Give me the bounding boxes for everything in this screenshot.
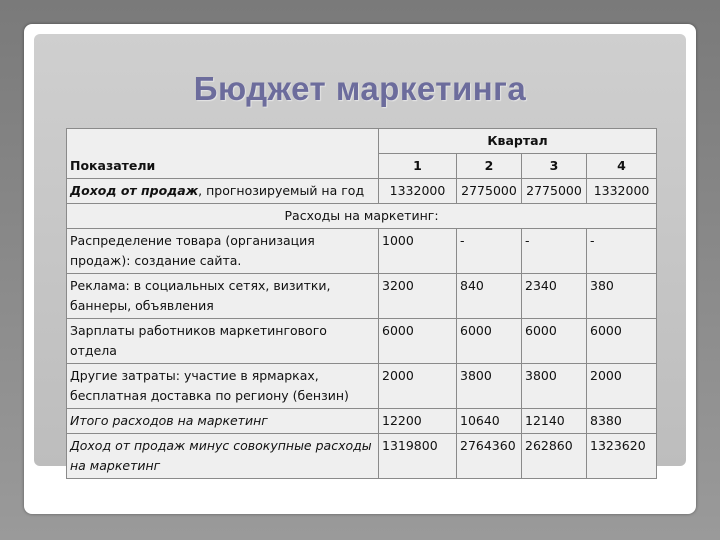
- row-value-q2: 6000: [457, 319, 522, 364]
- header-indicators: Показатели: [67, 129, 379, 179]
- header-quarter: Квартал: [379, 129, 657, 154]
- row-value-q2: -: [457, 229, 522, 274]
- net-q2: 2764360: [457, 434, 522, 479]
- net-q1: 1319800: [379, 434, 457, 479]
- income-q2: 2775000: [457, 179, 522, 204]
- row-label: Реклама: в социальных сетях, визитки, баннеры, объявления: [67, 274, 379, 319]
- total-q4: 8380: [587, 409, 657, 434]
- table-row: [67, 319, 657, 364]
- total-q3: 12140: [522, 409, 587, 434]
- row-value-q1: 2000: [379, 364, 457, 409]
- section-label: Расходы на маркетинг:: [67, 204, 657, 229]
- row-value-q3: 3800: [522, 364, 587, 409]
- row-value-q1: 1000: [379, 229, 457, 274]
- header-quarter-4: 4: [587, 154, 657, 179]
- income-q3: 2775000: [522, 179, 587, 204]
- income-label-bold: Доход от продаж: [70, 183, 199, 198]
- row-value-q3: 6000: [522, 319, 587, 364]
- row-value-q4: 380: [587, 274, 657, 319]
- row-value-q1: 6000: [379, 319, 457, 364]
- table-row: [67, 364, 657, 409]
- net-q4: 1323620: [587, 434, 657, 479]
- income-q4: 1332000: [587, 179, 657, 204]
- header-quarter-3: 3: [522, 154, 587, 179]
- row-value-q1: 3200: [379, 274, 457, 319]
- total-q1: 12200: [379, 409, 457, 434]
- row-value-q3: -: [522, 229, 587, 274]
- total-row: [67, 409, 657, 434]
- table-row: [67, 229, 657, 274]
- row-label: Другие затраты: участие в ярмарках, бесплатная доставка по региону (бензин): [67, 364, 379, 409]
- header-quarter-1: 1: [379, 154, 457, 179]
- total-label: Итого расходов на маркетинг: [67, 409, 379, 434]
- net-q3: 262860: [522, 434, 587, 479]
- row-value-q4: 6000: [587, 319, 657, 364]
- income-q1: 1332000: [379, 179, 457, 204]
- row-label: Распределение товара (организация продаж): создание сайта.: [67, 229, 379, 274]
- section-row: [67, 204, 657, 229]
- row-label: Зарплаты работников маркетингового отдела: [67, 319, 379, 364]
- row-value-q3: 2340: [522, 274, 587, 319]
- budget-table: [66, 128, 657, 479]
- net-label: Доход от продаж минус совокупные расходы на маркетинг: [67, 434, 379, 479]
- row-value-q4: -: [587, 229, 657, 274]
- income-label: [67, 179, 379, 204]
- total-q2: 10640: [457, 409, 522, 434]
- slide-title: Бюджет маркетинга: [193, 70, 527, 107]
- header-row-quarter: [67, 129, 657, 154]
- income-row: [67, 179, 657, 204]
- row-value-q2: 840: [457, 274, 522, 319]
- income-label-rest: , прогнозируемый на год: [198, 183, 365, 198]
- header-quarter-2: 2: [457, 154, 522, 179]
- row-value-q2: 3800: [457, 364, 522, 409]
- table-row: [67, 274, 657, 319]
- net-row: [67, 434, 657, 479]
- row-value-q4: 2000: [587, 364, 657, 409]
